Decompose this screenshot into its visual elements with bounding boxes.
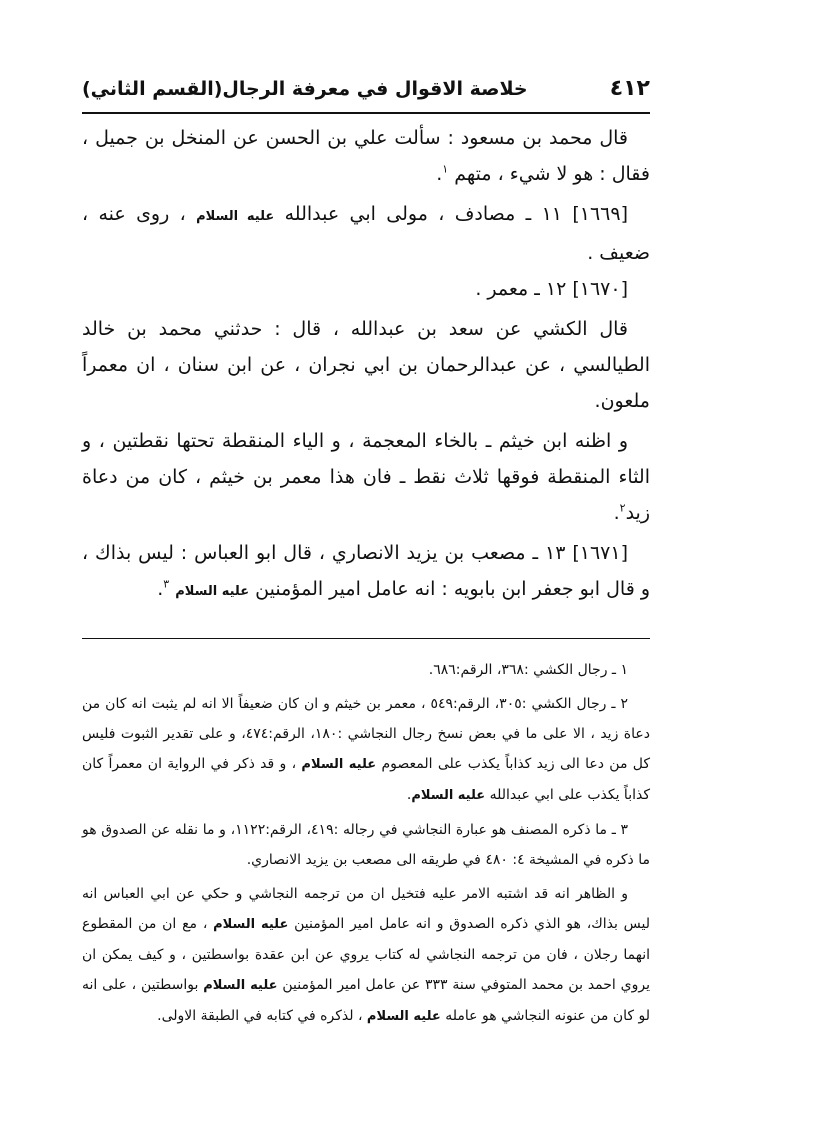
footnote-2: ٢ ـ رجال الكشي :٣٠٥، الرقم:٥٤٩ ، معمر بن خيثم و ان كان ضعيفاً الا انه لم يثبت انه كان من دعاة زيد ، الا على ما في بعض نسخ رجال النجاشي :١٨٠، الرقم:٤٧٤، و على تقدير الثبوت فليس كل من دعا الى زيد كذاباً يكذب على المعصوم عليه السلام ، و قد ذكر في الرواية ان معمراً كان كذاباً يكذب على ابي عبدالله عليه السلام. xyxy=(82,696,651,803)
footnote-ref-1: ١ xyxy=(442,162,449,176)
paragraph-text: قال محمد بن مسعود : سألت علي بن الحسن عن المنخل بن جميل ، فقال : هو لا شيء ، متهم xyxy=(82,127,650,185)
entry-1669 xyxy=(82,196,650,271)
honorific-glyph: عليه السلام xyxy=(175,584,250,599)
footnote-text: ، لذكره في كتابه في الطبقة الاولى. xyxy=(157,1008,363,1024)
honorific-glyph: عليه السلام xyxy=(411,788,486,803)
honorific-glyph: عليه السلام xyxy=(196,209,275,224)
paragraph-mansur: قال محمد بن مسعود : سألت علي بن الحسن عن المنخل بن جميل ، فقال : هو لا شيء ، متهم $^١$. xyxy=(82,127,650,185)
paragraph-kashshi: قال الكشي عن سعد بن عبدالله ، قال : حدثني محمد بن خالد الطيالسي ، عن عبدالرحمان بن ابي نجران ، عن ابن سنان ، ان معمراً ملعون. xyxy=(82,318,650,412)
honorific-glyph: عليه السلام xyxy=(301,757,377,772)
page-number: ٤١٢ xyxy=(609,76,650,101)
footnote-rule xyxy=(82,638,650,639)
entry-1671: [١٦٧١] ١٣ ـ مصعب بن يزيد الانصاري ، قال ابو العباس : ليس بذاك ، و قال ابو جعفر ابن بابويه : انه عامل امير المؤمنين عليه السلام $^٣$. xyxy=(82,542,650,600)
honorific-glyph: عليه السلام xyxy=(366,1009,441,1024)
footnote-text: و الظاهر انه قد اشتبه الامر عليه فتخيل ان من ترجمه النجاشي و حكي عن ابي العباس انه ليس بذاك، هو الذي ذكره الصدوق و انه عامل امير المؤمنين xyxy=(82,886,651,932)
footnotes xyxy=(82,655,650,1032)
footnote-text: ، و قد ذكر في الرواية ان معمراً كان كذاباً يكذب على ابي عبدالله xyxy=(82,756,650,803)
entry-text: [١٦٦٩] ١١ ـ مصادف ، مولى ابي عبدالله xyxy=(284,203,628,225)
main-text xyxy=(82,120,650,610)
footnote-1: ١ ـ رجال الكشي :٣٦٨، الرقم:٦٨٦. xyxy=(428,662,628,678)
footnote-3-continued xyxy=(82,879,650,1032)
paragraph-khaytham: و اظنه ابن خيثم ـ بالخاء المعجمة ، و الياء المنقطة تحتها نقطتين ، و الثاء المنقطة فوقها ثلاث نقط ـ فان هذا معمر بن خيثم ، كان من دعاة زيد$^٢$. xyxy=(82,430,650,524)
honorific-glyph: عليه السلام xyxy=(213,917,289,932)
header-rule xyxy=(82,112,650,114)
footnote-text: ، مع ان من المقطوع انهما رجلان ، فان من ترجمه النجاشي له كتاب يروي عن ابن عقدة بواسطتين ، و كيف يمكن ان يروي احمد بن محمد المتوفي سنة ٣٣٣ عن عامل امير المؤمنين xyxy=(82,916,650,993)
footnote-text: ٢ ـ رجال الكشي :٣٠٥، الرقم:٥٤٩ ، معمر بن خيثم و ان كان ضعيفاً الا انه لم يثبت انه كان من دعاة زيد ، الا على ما في بعض نسخ رجال النجاشي :١٨٠، الرقم:٤٧٤، و على تقدير الثبوت فليس كل من دعا الى زيد كذاباً يكذب على المعصوم xyxy=(82,696,651,772)
running-title: خلاصة الاقوال في معرفة الرجال(القسم الثاني) xyxy=(82,78,528,100)
footnote-text: بواسطتين ، على انه لو كان من عنونه النجاشي هو عامله xyxy=(82,977,650,1024)
page-header xyxy=(82,70,650,114)
footnote-3: ٣ ـ ما ذكره المصنف هو عبارة النجاشي في رجاله :٤١٩، الرقم:١١٢٢، و ما نقله عن الصدوق هو ما ذكره في المشيخة ٤: ٤٨٠ في طريقه الى مصعب بن يزيد الانصاري. xyxy=(82,822,650,868)
entry-1670: [١٦٧٠] ١٢ ـ معمر . xyxy=(475,278,628,300)
paragraph-text: و اظنه ابن خيثم ـ بالخاء المعجمة ، و الياء المنقطة تحتها نقطتين ، و الثاء المنقطة فوقها ثلاث نقط ـ فان هذا معمر بن خيثم ، كان من دعاة زيد xyxy=(82,430,650,524)
footnote-ref-2: ٢ xyxy=(619,501,626,515)
entry-text-rest: ، روى عنه ، ضعيف . xyxy=(82,203,650,264)
honorific-glyph: عليه السلام xyxy=(203,978,278,993)
footnote-ref-3: ٣ xyxy=(163,577,170,591)
entry-text: [١٦٧١] ١٣ ـ مصعب بن يزيد الانصاري ، قال ابو العباس : ليس بذاك ، و قال ابو جعفر ابن بابويه : انه عامل امير المؤمنين xyxy=(82,542,650,600)
